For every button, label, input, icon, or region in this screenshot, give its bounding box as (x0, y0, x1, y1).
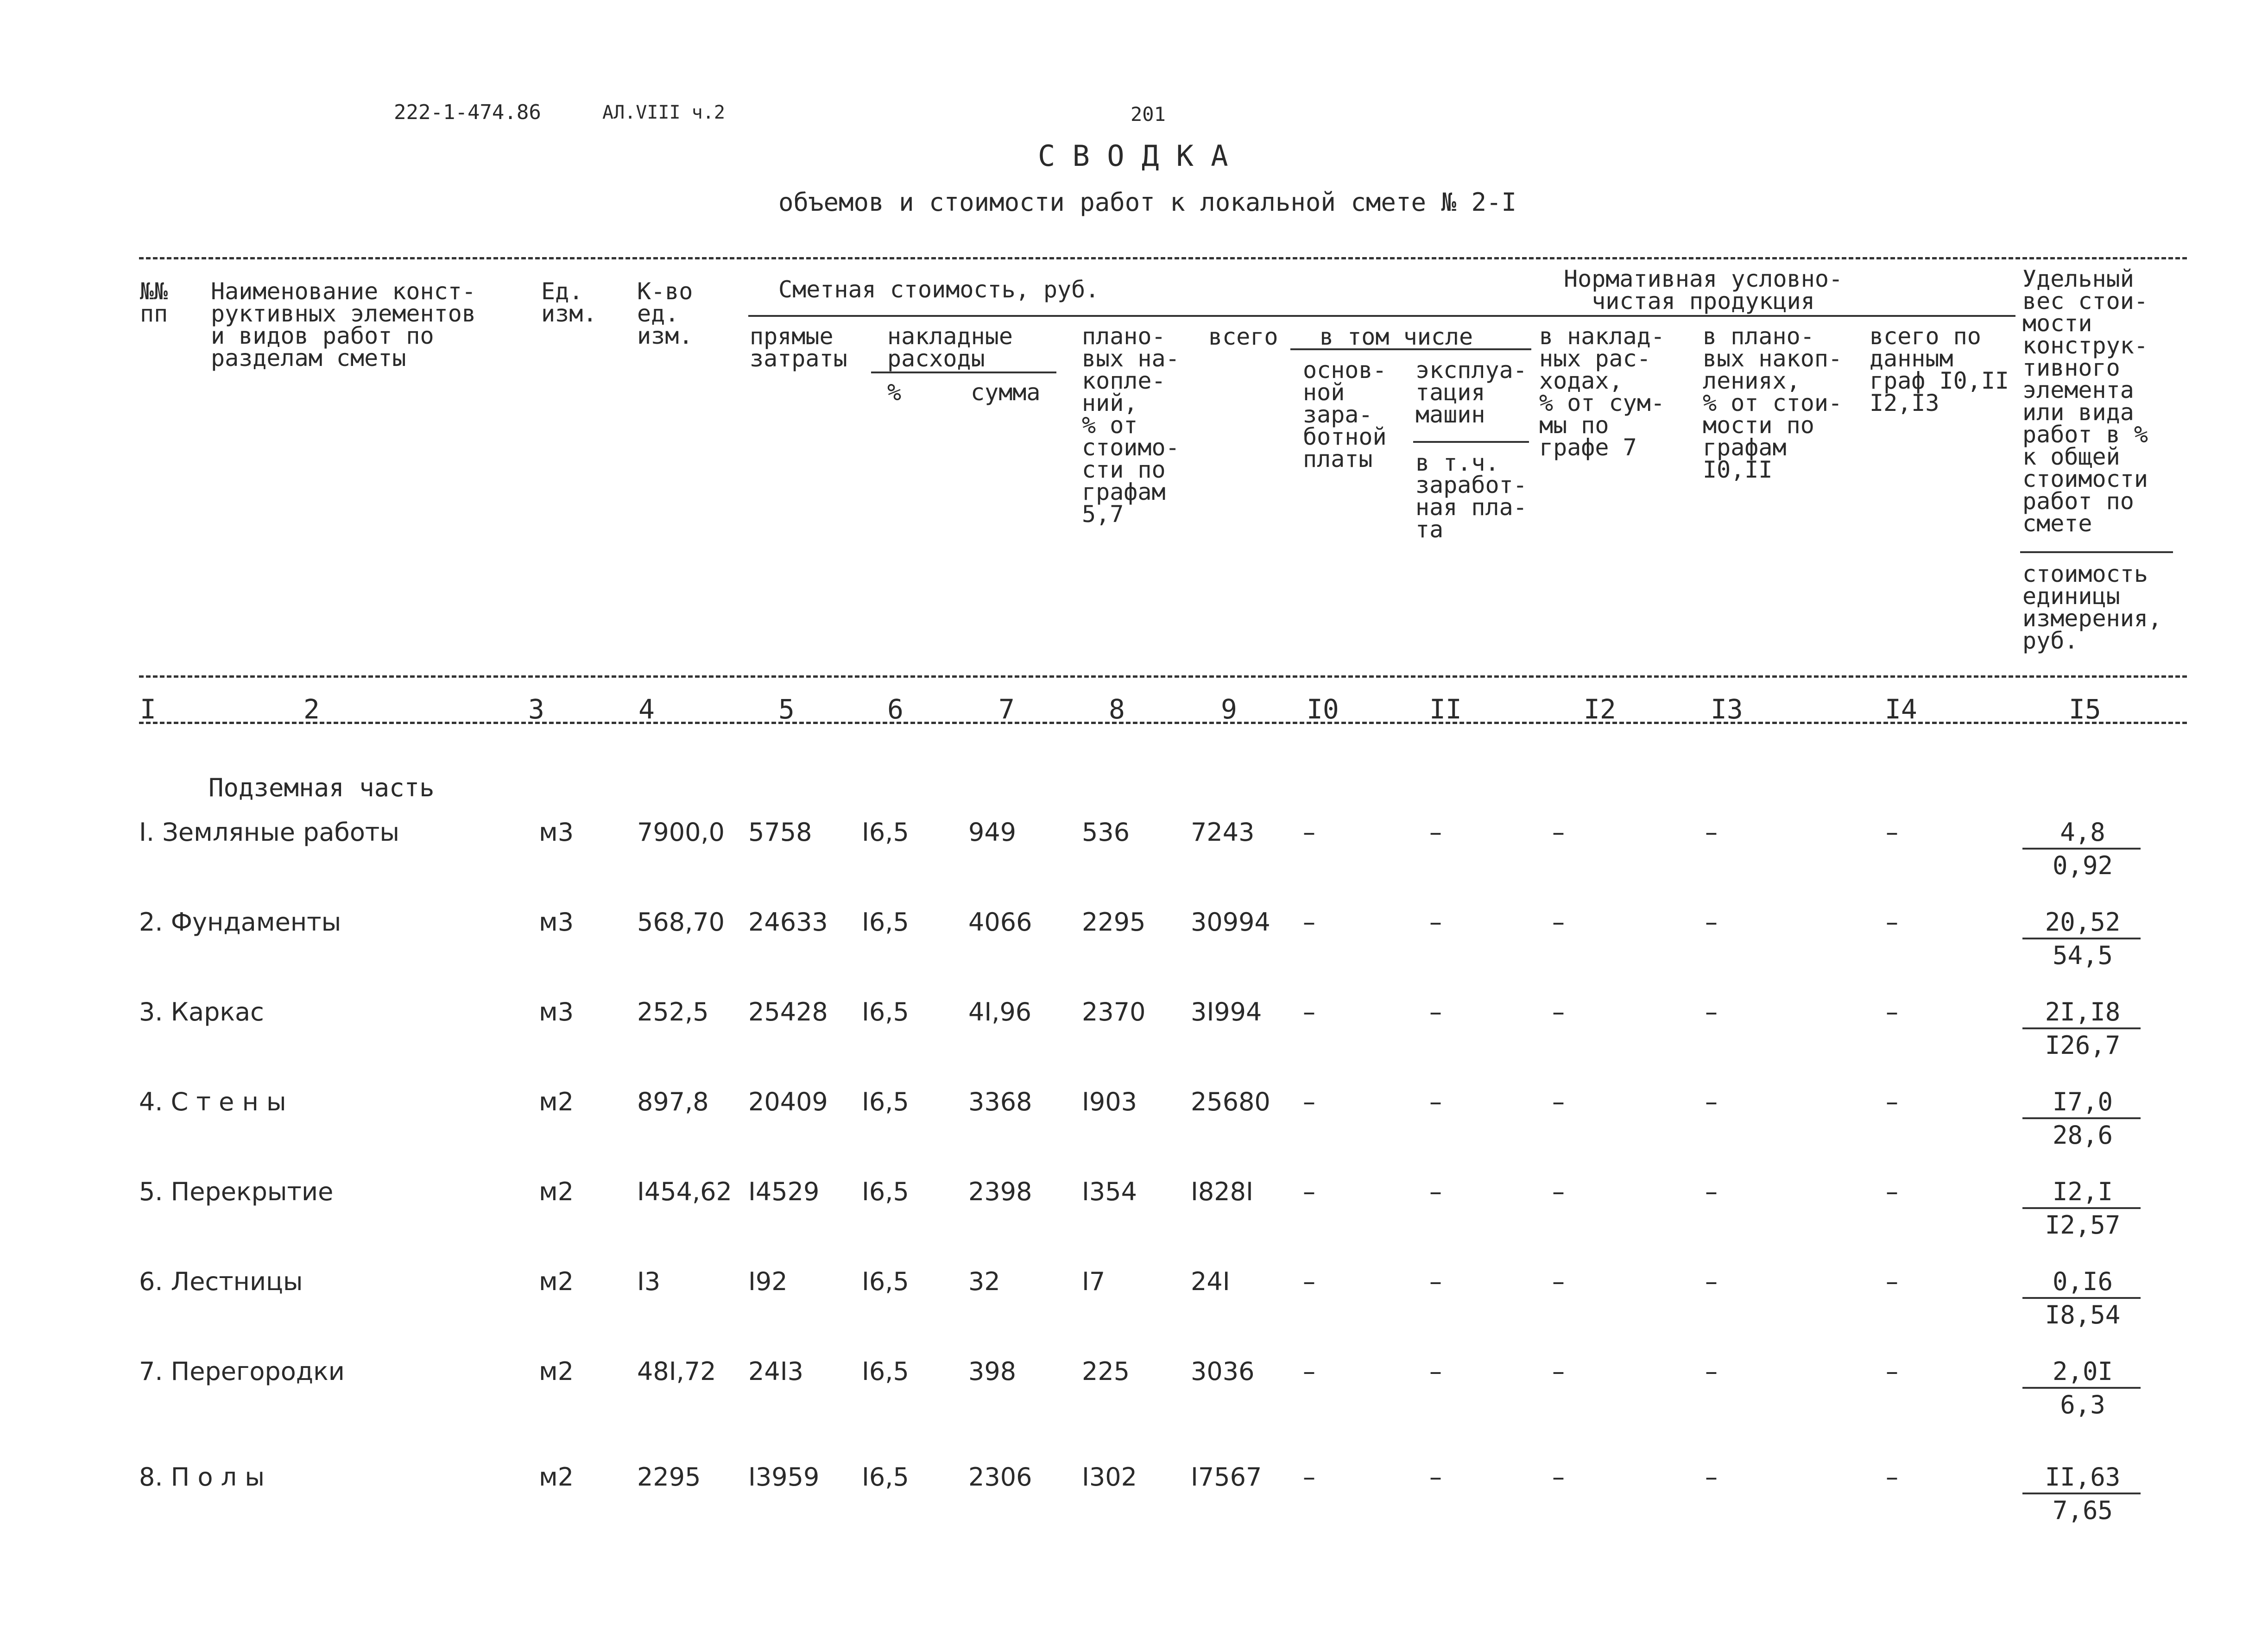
row-overhead-sum: 32 (968, 1267, 1000, 1296)
row-overhead-pct: I6,5 (862, 1462, 909, 1492)
header-norm-planned: в плано- вых накоп- лениях, % от стои- мости по графам I0,II (1703, 323, 1843, 483)
row-norm-overhead: – (1552, 818, 1565, 847)
document-code: 222-1-474.86 (394, 101, 541, 124)
row-basic-wage: – (1303, 1357, 1315, 1386)
row-unit: м2 (539, 1087, 574, 1116)
row-name: 6. Лестницы (139, 1267, 303, 1296)
row-total: I7567 (1191, 1462, 1262, 1492)
colnum-5: 5 (778, 693, 795, 725)
header-norm-total: всего по данным граф I0,II I2,I3 (1870, 323, 2009, 416)
colnum-13: I3 (1711, 693, 1743, 725)
row-unit-cost: I8,54 (2045, 1300, 2121, 1329)
row-fraction-line (2022, 848, 2141, 850)
page-number: 201 (1131, 103, 1166, 126)
row-unit-cost: I26,7 (2045, 1031, 2121, 1060)
row-machines: – (1429, 1462, 1442, 1492)
row-machines: – (1429, 818, 1442, 847)
row-planned: I302 (1082, 1462, 1137, 1492)
row-planned: 536 (1082, 818, 1130, 847)
album-ref: АЛ.VIII ч.2 (602, 102, 725, 123)
row-basic-wage: – (1303, 1462, 1315, 1492)
row-machines: – (1429, 1177, 1442, 1206)
row-qty: 7900,0 (637, 818, 725, 847)
row-fraction-line (2022, 1387, 2141, 1389)
row-planned: 2295 (1082, 907, 1146, 937)
row-norm-total: – (1886, 1177, 1898, 1206)
row-total: 24I (1191, 1267, 1230, 1296)
row-overhead-pct: I6,5 (862, 1267, 909, 1296)
row-fraction-line (2022, 1297, 2141, 1299)
header-overhead-pct: % (887, 379, 902, 406)
colnum-4: 4 (638, 693, 655, 725)
normative-group-rule (1538, 315, 2015, 317)
row-norm-planned: – (1705, 1462, 1718, 1492)
row-unit: м3 (539, 997, 574, 1027)
row-qty: 2295 (637, 1462, 701, 1492)
row-share-pct: 0,I6 (2052, 1267, 2113, 1296)
header-basic-wage: основ- ной зара- ботной платы (1303, 357, 1387, 472)
row-machines: – (1429, 1087, 1442, 1116)
header-unit: Ед. изм. (541, 278, 597, 327)
header-share: Удельный вес стои- мости конструк- тивного элемента или вида работ в % к общей стоимости работ по смете (2022, 265, 2148, 537)
row-machines: – (1429, 1357, 1442, 1386)
row-planned: I354 (1082, 1177, 1137, 1206)
row-norm-total: – (1886, 997, 1898, 1027)
row-total: 3I994 (1191, 997, 1262, 1027)
row-name: 8. П о л ы (139, 1462, 265, 1492)
row-total: 30994 (1191, 907, 1270, 937)
header-estimate-group: Сметная стоимость, руб. (778, 276, 1099, 303)
row-qty: 252,5 (637, 997, 709, 1027)
colnum-15: I5 (2069, 693, 2101, 725)
row-unit: м2 (539, 1462, 574, 1492)
row-overhead-sum: 2398 (968, 1177, 1032, 1206)
row-unit-cost: 6,3 (2060, 1390, 2105, 1419)
row-norm-overhead: – (1552, 1087, 1565, 1116)
machines-rule (1413, 441, 1529, 443)
share-rule (2020, 551, 2173, 553)
header-total: всего (1208, 323, 1278, 350)
header-normative-group: Нормативная условно- чистая продукция (1564, 265, 1843, 315)
row-norm-total: – (1886, 1462, 1898, 1492)
row-share-pct: 2I,I8 (2045, 997, 2121, 1027)
row-qty: I454,62 (637, 1177, 732, 1206)
row-direct: 5758 (748, 818, 812, 847)
row-norm-overhead: – (1552, 997, 1565, 1027)
row-total: 25680 (1191, 1087, 1270, 1116)
row-share-pct: I2,I (2052, 1177, 2113, 1206)
column-numbers-rule (139, 722, 2187, 724)
row-overhead-pct: I6,5 (862, 818, 909, 847)
row-norm-planned: – (1705, 1267, 1718, 1296)
colnum-1: I (140, 693, 156, 725)
colnum-6: 6 (887, 693, 903, 725)
row-basic-wage: – (1303, 997, 1315, 1027)
row-overhead-sum: 949 (968, 818, 1017, 847)
row-basic-wage: – (1303, 907, 1315, 937)
row-share-pct: 4,8 (2060, 818, 2105, 847)
row-norm-planned: – (1705, 997, 1718, 1027)
row-overhead-pct: I6,5 (862, 1087, 909, 1116)
estimate-group-rule (748, 315, 1545, 317)
row-overhead-sum: 398 (968, 1357, 1017, 1386)
row-share-pct: II,63 (2045, 1462, 2121, 1492)
header-machines-wage: в т.ч. заработ- ная пла- та (1415, 449, 1527, 543)
row-fraction-line (2022, 1117, 2141, 1119)
row-norm-total: – (1886, 907, 1898, 937)
colnum-2: 2 (303, 693, 320, 725)
header-name: Наименование конст- руктивных элементов и видов работ по разделам сметы (211, 278, 476, 372)
section-title: Подземная часть (208, 773, 435, 802)
header-direct: прямые затраты (750, 323, 847, 372)
row-qty: 897,8 (637, 1087, 709, 1116)
colnum-8: 8 (1109, 693, 1125, 725)
row-direct: I4529 (748, 1177, 820, 1206)
row-unit-cost: I2,57 (2045, 1210, 2121, 1240)
row-qty: 48I,72 (637, 1357, 716, 1386)
row-norm-planned: – (1705, 818, 1718, 847)
row-fraction-line (2022, 1493, 2141, 1494)
overhead-rule (871, 372, 1056, 373)
colnum-11: II (1429, 693, 1462, 725)
colnum-3: 3 (528, 693, 544, 725)
colnum-9: 9 (1221, 693, 1237, 725)
header-qty: К-во ед. изм. (637, 278, 693, 349)
row-direct: 24I3 (748, 1357, 803, 1386)
including-rule (1290, 348, 1531, 350)
row-planned: I7 (1082, 1267, 1106, 1296)
document-subtitle: объемов и стоимости работ к локальной смете № 2-I (778, 188, 1517, 217)
row-direct: 25428 (748, 997, 828, 1027)
header-num: №№ пп (140, 278, 168, 327)
row-machines: – (1429, 997, 1442, 1027)
row-total: 7243 (1191, 818, 1255, 847)
row-machines: – (1429, 1267, 1442, 1296)
row-overhead-sum: 3368 (968, 1087, 1032, 1116)
row-direct: I92 (748, 1267, 788, 1296)
row-norm-overhead: – (1552, 907, 1565, 937)
row-unit-cost: 0,92 (2052, 851, 2113, 880)
row-norm-planned: – (1705, 907, 1718, 937)
row-total: I828I (1191, 1177, 1253, 1206)
row-norm-total: – (1886, 1087, 1898, 1116)
document-title: С В О Д К А (1038, 139, 1228, 173)
row-unit-cost: 54,5 (2052, 941, 2113, 970)
table-top-rule (139, 257, 2187, 259)
row-fraction-line (2022, 1207, 2141, 1209)
row-machines: – (1429, 907, 1442, 937)
row-overhead-pct: I6,5 (862, 907, 909, 937)
row-unit: м2 (539, 1267, 574, 1296)
row-unit-cost: 7,65 (2052, 1496, 2113, 1525)
row-unit: м3 (539, 818, 574, 847)
row-name: 3. Каркас (139, 997, 264, 1027)
row-norm-overhead: – (1552, 1177, 1565, 1206)
row-planned: 2370 (1082, 997, 1146, 1027)
row-name: 4. С т е н ы (139, 1087, 286, 1116)
row-unit: м2 (539, 1177, 574, 1206)
row-share-pct: 20,52 (2045, 907, 2121, 937)
header-planned: плано- вых на- копле- ний, % от стоимо- сти по графам 5,7 (1082, 323, 1180, 528)
row-overhead-pct: I6,5 (862, 1357, 909, 1386)
row-norm-total: – (1886, 818, 1898, 847)
row-unit: м2 (539, 1357, 574, 1386)
row-fraction-line (2022, 938, 2141, 939)
row-basic-wage: – (1303, 1087, 1315, 1116)
row-direct: I3959 (748, 1462, 820, 1492)
row-norm-overhead: – (1552, 1462, 1565, 1492)
row-unit: м3 (539, 907, 574, 937)
header-machines: эксплуа- тация машин (1415, 357, 1527, 428)
row-overhead-sum: 4066 (968, 907, 1032, 937)
row-norm-planned: – (1705, 1177, 1718, 1206)
header-bottom-rule (139, 675, 2187, 678)
row-norm-overhead: – (1552, 1267, 1565, 1296)
row-share-pct: 2,0I (2052, 1357, 2113, 1386)
row-name: 2. Фундаменты (139, 907, 341, 937)
row-unit-cost: 28,6 (2052, 1121, 2113, 1150)
header-overhead-sum: сумма (971, 379, 1041, 406)
row-qty: I3 (637, 1267, 661, 1296)
row-basic-wage: – (1303, 1267, 1315, 1296)
row-name: I. Земляные работы (139, 818, 399, 847)
row-norm-planned: – (1705, 1087, 1718, 1116)
row-overhead-pct: I6,5 (862, 997, 909, 1027)
colnum-14: I4 (1885, 693, 1917, 725)
row-total: 3036 (1191, 1357, 1255, 1386)
row-norm-total: – (1886, 1357, 1898, 1386)
row-qty: 568,70 (637, 907, 725, 937)
row-share-pct: I7,0 (2052, 1087, 2113, 1116)
row-direct: 24633 (748, 907, 828, 937)
header-including: в том числе (1320, 323, 1473, 350)
row-name: 5. Перекрытие (139, 1177, 334, 1206)
colnum-12: I2 (1584, 693, 1616, 725)
header-norm-overhead: в наклад- ных рас- ходах, % от сум- мы по графе 7 (1539, 323, 1665, 461)
row-fraction-line (2022, 1027, 2141, 1029)
row-norm-total: – (1886, 1267, 1898, 1296)
row-planned: I903 (1082, 1087, 1137, 1116)
row-basic-wage: – (1303, 1177, 1315, 1206)
row-basic-wage: – (1303, 818, 1315, 847)
row-planned: 225 (1082, 1357, 1130, 1386)
row-norm-planned: – (1705, 1357, 1718, 1386)
header-overhead-group: накладные расходы (887, 323, 1013, 372)
row-norm-overhead: – (1552, 1357, 1565, 1386)
row-direct: 20409 (748, 1087, 828, 1116)
row-name: 7. Перегородки (139, 1357, 345, 1386)
row-overhead-pct: I6,5 (862, 1177, 909, 1206)
header-unit-cost: стоимость единицы измерения, руб. (2022, 561, 2162, 654)
colnum-10: I0 (1307, 693, 1339, 725)
colnum-7: 7 (998, 693, 1015, 725)
row-overhead-sum: 2306 (968, 1462, 1032, 1492)
row-overhead-sum: 4I,96 (968, 997, 1032, 1027)
